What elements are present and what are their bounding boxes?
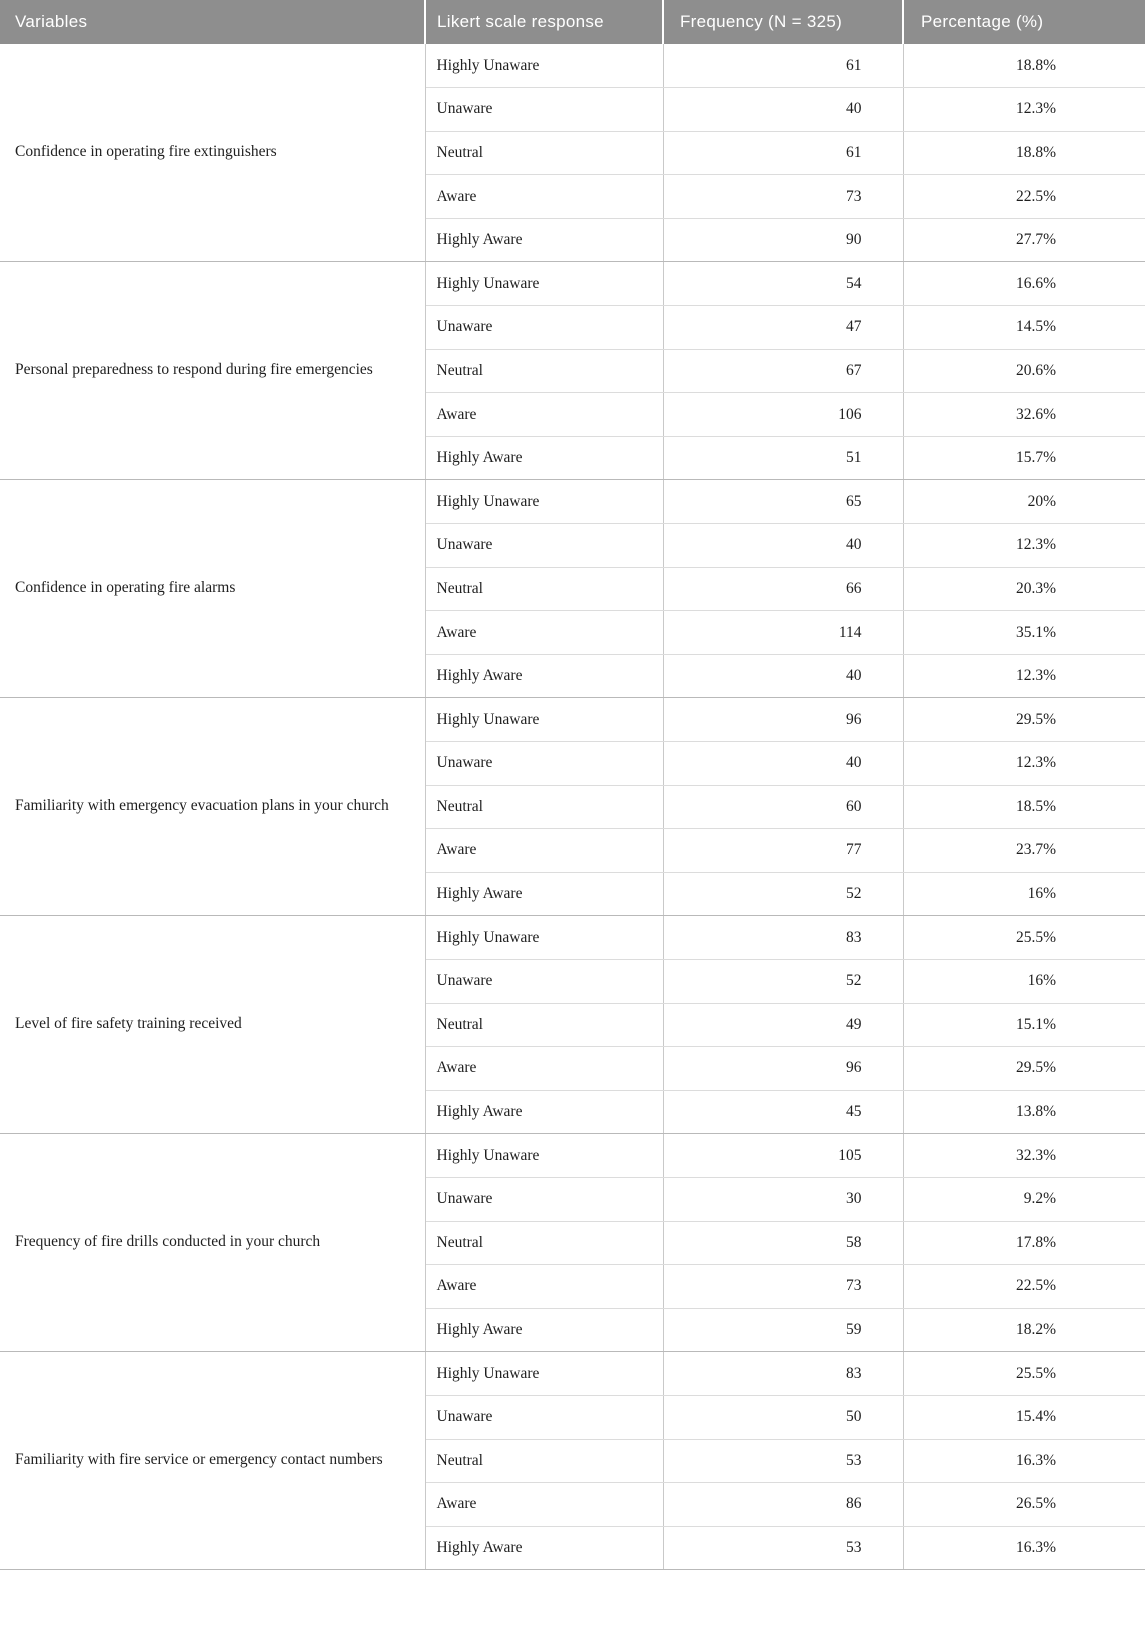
frequency-cell: 40 xyxy=(663,742,903,786)
percentage-cell: 12.3% xyxy=(903,742,1145,786)
percentage-cell: 18.2% xyxy=(903,1308,1145,1352)
percentage-cell: 18.5% xyxy=(903,785,1145,829)
likert-response-cell: Unaware xyxy=(425,524,663,568)
variable-cell: Frequency of fire drills conducted in your church xyxy=(0,1134,425,1352)
percentage-cell: 12.3% xyxy=(903,654,1145,698)
percentage-cell: 18.8% xyxy=(903,131,1145,175)
frequency-cell: 96 xyxy=(663,698,903,742)
likert-response-cell: Highly Unaware xyxy=(425,480,663,524)
percentage-cell: 14.5% xyxy=(903,306,1145,350)
likert-response-cell: Highly Aware xyxy=(425,872,663,916)
frequency-cell: 83 xyxy=(663,1352,903,1396)
likert-response-cell: Highly Unaware xyxy=(425,698,663,742)
table-body xyxy=(0,44,1145,1570)
percentage-cell: 23.7% xyxy=(903,829,1145,873)
frequency-cell: 53 xyxy=(663,1526,903,1570)
frequency-cell: 66 xyxy=(663,567,903,611)
likert-response-cell: Aware xyxy=(425,1265,663,1309)
percentage-cell: 20% xyxy=(903,480,1145,524)
percentage-cell: 15.1% xyxy=(903,1003,1145,1047)
percentage-cell: 22.5% xyxy=(903,175,1145,219)
percentage-cell: 16% xyxy=(903,872,1145,916)
frequency-cell: 61 xyxy=(663,44,903,88)
likert-response-cell: Neutral xyxy=(425,349,663,393)
likert-response-cell: Unaware xyxy=(425,959,663,1003)
table-row xyxy=(0,1352,1145,1396)
frequency-cell: 77 xyxy=(663,829,903,873)
percentage-cell: 15.4% xyxy=(903,1395,1145,1439)
table-row xyxy=(0,916,1145,960)
likert-response-cell: Highly Unaware xyxy=(425,44,663,88)
frequency-cell: 58 xyxy=(663,1221,903,1265)
variable-cell: Confidence in operating fire alarms xyxy=(0,480,425,698)
likert-response-cell: Aware xyxy=(425,1483,663,1527)
frequency-cell: 52 xyxy=(663,872,903,916)
percentage-cell: 29.5% xyxy=(903,1047,1145,1091)
frequency-cell: 61 xyxy=(663,131,903,175)
variable-cell: Confidence in operating fire extinguishers xyxy=(0,44,425,262)
likert-response-cell: Highly Unaware xyxy=(425,262,663,306)
likert-response-cell: Highly Aware xyxy=(425,1308,663,1352)
frequency-cell: 83 xyxy=(663,916,903,960)
likert-response-cell: Neutral xyxy=(425,1003,663,1047)
percentage-cell: 32.6% xyxy=(903,393,1145,437)
percentage-cell: 29.5% xyxy=(903,698,1145,742)
likert-response-cell: Neutral xyxy=(425,567,663,611)
likert-response-cell: Neutral xyxy=(425,131,663,175)
frequency-cell: 96 xyxy=(663,1047,903,1091)
variable-cell: Level of fire safety training received xyxy=(0,916,425,1134)
frequency-cell: 106 xyxy=(663,393,903,437)
frequency-cell: 40 xyxy=(663,654,903,698)
percentage-cell: 18.8% xyxy=(903,44,1145,88)
likert-response-cell: Neutral xyxy=(425,1439,663,1483)
percentage-cell: 27.7% xyxy=(903,218,1145,262)
frequency-cell: 40 xyxy=(663,88,903,132)
percentage-cell: 16.3% xyxy=(903,1526,1145,1570)
likert-response-cell: Unaware xyxy=(425,1395,663,1439)
likert-response-cell: Highly Unaware xyxy=(425,916,663,960)
likert-response-cell: Unaware xyxy=(425,1177,663,1221)
likert-response-cell: Aware xyxy=(425,393,663,437)
header-frequency: Frequency (N = 325) xyxy=(663,0,903,44)
likert-response-cell: Highly Aware xyxy=(425,436,663,480)
frequency-cell: 45 xyxy=(663,1090,903,1134)
frequency-cell: 105 xyxy=(663,1134,903,1178)
likert-response-cell: Unaware xyxy=(425,742,663,786)
frequency-cell: 67 xyxy=(663,349,903,393)
frequency-cell: 114 xyxy=(663,611,903,655)
percentage-cell: 26.5% xyxy=(903,1483,1145,1527)
likert-response-cell: Highly Unaware xyxy=(425,1134,663,1178)
percentage-cell: 16.3% xyxy=(903,1439,1145,1483)
likert-response-cell: Highly Aware xyxy=(425,218,663,262)
frequency-cell: 59 xyxy=(663,1308,903,1352)
percentage-cell: 16.6% xyxy=(903,262,1145,306)
likert-response-cell: Aware xyxy=(425,1047,663,1091)
likert-response-cell: Neutral xyxy=(425,785,663,829)
frequency-cell: 47 xyxy=(663,306,903,350)
percentage-cell: 12.3% xyxy=(903,524,1145,568)
percentage-cell: 20.3% xyxy=(903,567,1145,611)
frequency-cell: 50 xyxy=(663,1395,903,1439)
frequency-cell: 73 xyxy=(663,1265,903,1309)
table-row xyxy=(0,1134,1145,1178)
percentage-cell: 22.5% xyxy=(903,1265,1145,1309)
percentage-cell: 20.6% xyxy=(903,349,1145,393)
frequency-cell: 86 xyxy=(663,1483,903,1527)
frequency-cell: 90 xyxy=(663,218,903,262)
frequency-cell: 40 xyxy=(663,524,903,568)
header-likert-response: Likert scale response xyxy=(425,0,663,44)
percentage-cell: 17.8% xyxy=(903,1221,1145,1265)
percentage-cell: 9.2% xyxy=(903,1177,1145,1221)
frequency-cell: 60 xyxy=(663,785,903,829)
likert-response-cell: Highly Aware xyxy=(425,1090,663,1134)
frequency-cell: 51 xyxy=(663,436,903,480)
header-percentage: Percentage (%) xyxy=(903,0,1145,44)
percentage-cell: 25.5% xyxy=(903,1352,1145,1396)
likert-response-cell: Highly Unaware xyxy=(425,1352,663,1396)
frequency-cell: 65 xyxy=(663,480,903,524)
table-row xyxy=(0,44,1145,88)
header-variables: Variables xyxy=(0,0,425,44)
table-row xyxy=(0,698,1145,742)
percentage-cell: 32.3% xyxy=(903,1134,1145,1178)
frequency-cell: 49 xyxy=(663,1003,903,1047)
variable-cell: Familiarity with emergency evacuation plans in your church xyxy=(0,698,425,916)
percentage-cell: 12.3% xyxy=(903,88,1145,132)
percentage-cell: 16% xyxy=(903,959,1145,1003)
likert-response-cell: Highly Aware xyxy=(425,654,663,698)
table-row xyxy=(0,262,1145,306)
likert-response-cell: Aware xyxy=(425,175,663,219)
likert-response-cell: Unaware xyxy=(425,88,663,132)
likert-response-cell: Highly Aware xyxy=(425,1526,663,1570)
frequency-cell: 54 xyxy=(663,262,903,306)
variable-cell: Familiarity with fire service or emergency contact numbers xyxy=(0,1352,425,1570)
table-row xyxy=(0,480,1145,524)
frequency-cell: 53 xyxy=(663,1439,903,1483)
header-row xyxy=(0,0,1145,44)
likert-response-cell: Unaware xyxy=(425,306,663,350)
likert-response-cell: Aware xyxy=(425,611,663,655)
percentage-cell: 15.7% xyxy=(903,436,1145,480)
percentage-cell: 25.5% xyxy=(903,916,1145,960)
likert-response-cell: Neutral xyxy=(425,1221,663,1265)
percentage-cell: 35.1% xyxy=(903,611,1145,655)
frequency-cell: 73 xyxy=(663,175,903,219)
variable-cell: Personal preparedness to respond during fire emergencies xyxy=(0,262,425,480)
frequency-cell: 52 xyxy=(663,959,903,1003)
percentage-cell: 13.8% xyxy=(903,1090,1145,1134)
frequency-cell: 30 xyxy=(663,1177,903,1221)
likert-response-cell: Aware xyxy=(425,829,663,873)
